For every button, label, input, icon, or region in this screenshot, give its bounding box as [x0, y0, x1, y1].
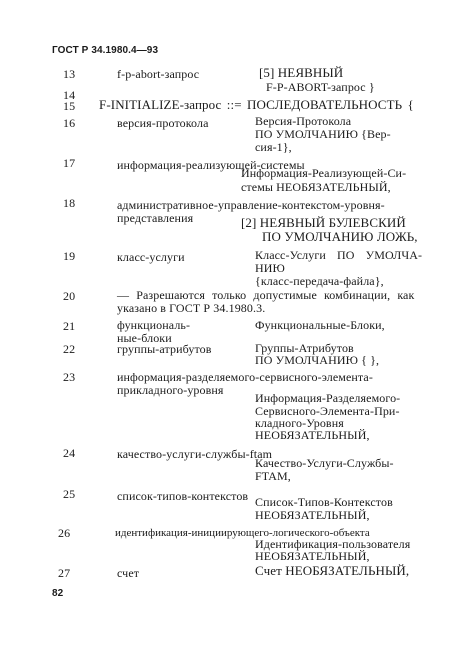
field-type: НЕОБЯЗАТЕЛЬНЫЙ, — [255, 508, 370, 522]
line-number: 26 — [58, 526, 71, 540]
field-name: качество-услуги-службы-ftam — [117, 447, 273, 461]
field-type: сия-1}, — [255, 140, 292, 154]
field-type: Сервисного-Элемента-При- — [255, 404, 400, 418]
field-type: Информация-Реализующей-Си- — [241, 166, 407, 180]
comment-text: — Разрешаются только допустимые комбинации, как — [117, 288, 415, 302]
field-name: ные-блоки — [117, 331, 172, 345]
line-number: 15 — [63, 99, 76, 113]
line-number: 27 — [58, 566, 71, 580]
field-type: Список-Типов-Контекстов — [255, 495, 393, 509]
line-number: 16 — [63, 116, 76, 130]
field-name: информация-разделяемого-сервисного-элемента- — [117, 370, 373, 384]
line-number: 14 — [63, 88, 76, 102]
page-number: 82 — [52, 588, 64, 599]
field-type: Класс-Услуги ПО УМОЛЧА- — [255, 248, 423, 262]
field-name: функциональ- — [117, 318, 191, 332]
field-type: Информация-Разделяемого- — [255, 391, 401, 405]
line-number: 24 — [63, 446, 76, 460]
line-number: 23 — [63, 370, 76, 384]
line-number: 21 — [63, 319, 76, 333]
field-name: идентификация-инициирующего-логического-объекта — [115, 527, 370, 539]
line-number: 13 — [63, 67, 76, 81]
field-type: НЕОБЯЗАТЕЛЬНЫЙ, — [255, 428, 370, 442]
field-name: прикладного-уровня — [117, 383, 224, 397]
line-number: 17 — [63, 156, 76, 170]
field-type: [2] НЕЯВНЫЙ БУЛЕВСКИЙ — [241, 215, 406, 230]
field-type: Счет НЕОБЯЗАТЕЛЬНЫЙ, — [255, 563, 410, 578]
field-type: FTAM, — [255, 469, 291, 483]
field-type: НИЮ — [255, 261, 285, 275]
running-header: ГОСТ Р 34.1980.4—93 — [52, 45, 159, 56]
field-type: F-P-ABORT-запрос } — [266, 80, 375, 94]
field-name: административное-управление-контекстом-уровня- — [117, 198, 385, 212]
field-name: группы-атрибутов — [117, 342, 212, 356]
field-name: представления — [117, 211, 194, 225]
field-name: класс-услуги — [117, 250, 185, 264]
field-name: f-p-abort-запрос — [117, 67, 200, 81]
line-number: 25 — [63, 487, 76, 501]
line-number: 22 — [63, 342, 76, 356]
field-name: список-типов-контекстов — [117, 489, 249, 503]
field-type: НЕОБЯЗАТЕЛЬНЫЙ, — [255, 549, 370, 563]
comment-text: указано в ГОСТ Р 34.1980.3. — [117, 301, 266, 315]
field-type: ПО УМОЛЧАНИЮ {Вер- — [255, 127, 391, 141]
field-name: информация-реализующей-системы — [117, 158, 305, 172]
field-type: {класс-передача-файла}, — [255, 274, 384, 288]
field-type: [5] НЕЯВНЫЙ — [259, 65, 344, 80]
field-type: кладного-Уровня — [255, 416, 344, 430]
field-name: счет — [117, 566, 140, 580]
field-type: Версия-Протокола — [255, 114, 352, 128]
line-number: 19 — [63, 249, 76, 263]
field-name: версия-протокола — [117, 116, 209, 130]
field-type: Качество-Услуги-Службы- — [255, 456, 394, 470]
field-type: Функциональные-Блоки, — [255, 318, 385, 332]
field-type: стемы НЕОБЯЗАТЕЛЬНЫЙ, — [241, 180, 391, 194]
sequence-declaration: F-INITIALIZE-запрос ::= ПОСЛЕДОВАТЕЛЬНОСТЬ { — [99, 97, 414, 112]
field-type: ПО УМОЛЧАНИЮ { }, — [255, 353, 380, 367]
line-number: 18 — [63, 196, 76, 210]
field-type: Идентификация-пользователя — [255, 537, 411, 551]
field-type: ПО УМОЛЧАНИЮ ЛОЖЬ, — [262, 229, 418, 244]
field-type: Группы-Атрибутов — [255, 341, 354, 355]
line-number: 20 — [63, 289, 76, 303]
